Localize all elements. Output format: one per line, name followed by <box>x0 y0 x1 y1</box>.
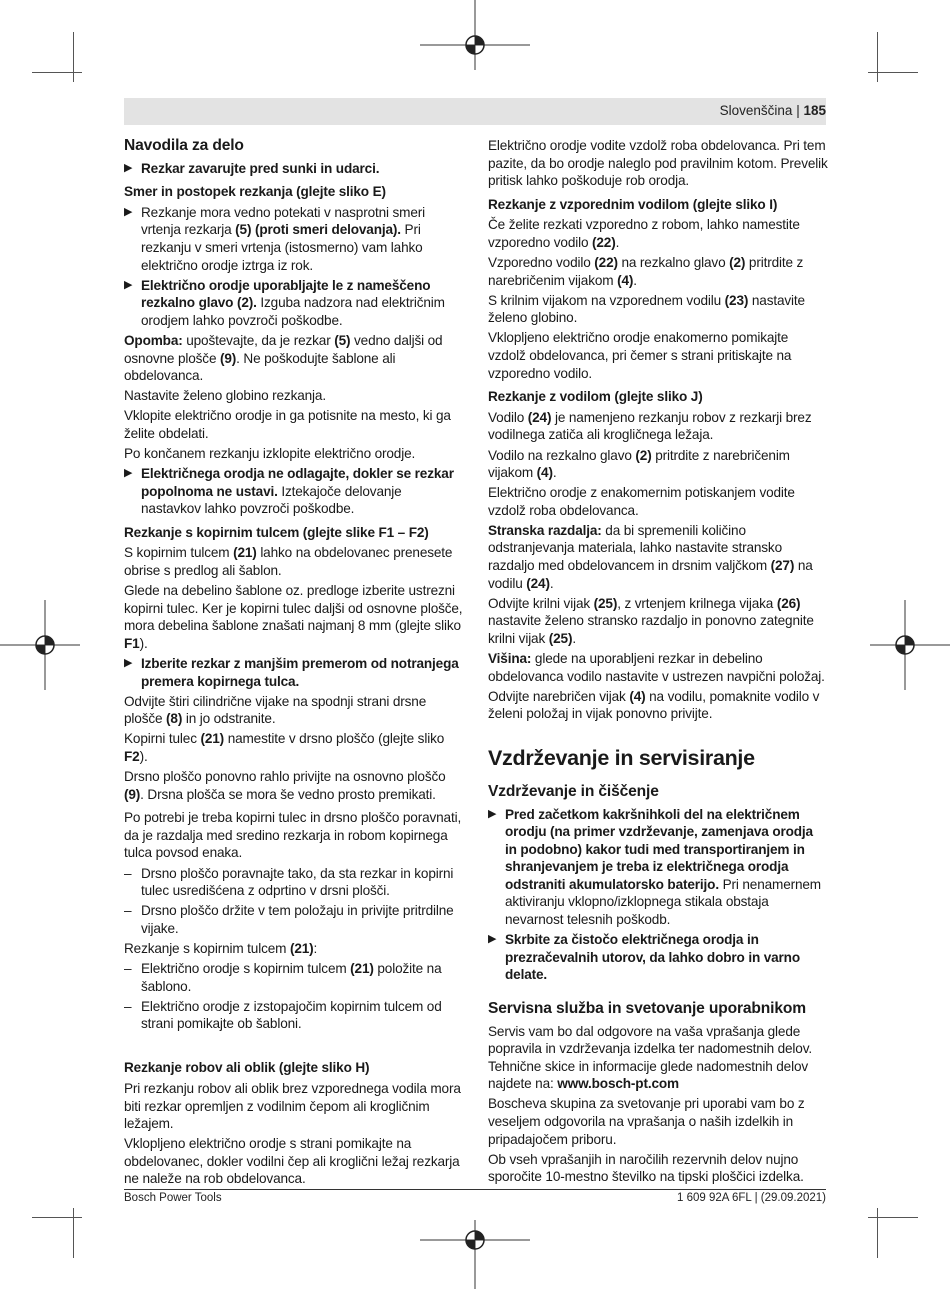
paragraph: Po končanem rezkanju izklopite električno orodje. <box>124 446 416 461</box>
paragraph: Odvijte narebričen vijak (4) na vodilu, pomaknite vodilo v želeni položaj in vijak ponovno privijte. <box>488 688 820 722</box>
paragraph: Vodilo (24) je namenjeno rezkanju robov z rezkarji brez vodilnega zatiča ali krogličnega ležaja. <box>488 409 812 443</box>
registration-mark-icon <box>420 1200 530 1289</box>
triangle-bullet-icon: ▶ <box>124 161 133 174</box>
dash-bullet-icon: – <box>124 961 132 977</box>
spacer <box>124 1035 464 1053</box>
paragraph: Po potrebi je treba kopirni tulec in drsno ploščo poravnati, da je razdalja med sredino rezkarja in robom kopirnega tulca povsod enaka. <box>124 810 462 861</box>
crop-mark <box>32 1217 82 1218</box>
paragraph: Vklopljeno električno orodje s strani pomikajte na obdelovanec, dokler vodilni čep ali kroglični ležaj rezkarja ne naleže na rob obdelovanca. <box>124 1136 460 1187</box>
paragraph: Drsno ploščo ponovno rahlo privijte na osnovno ploščo (9). Drsna plošča se mora še vedno prosto premikati. <box>124 769 446 802</box>
triangle-bullet-icon: ▶ <box>488 933 497 946</box>
crop-mark <box>868 1217 918 1218</box>
warning-item: ▶ Izberite rezkar z manjšim premerom od notranjega premera kopirnega tulca. <box>124 656 459 689</box>
warning-item: ▶ Pred začetkom kakršnihkoli del na električnem orodju (na primer vzdrževanje, zamenjava orodja in podobno) kakor tudi med transportiranjem in shranjevanjem je treba iz električnega orodja odstraniti akumulatorsko baterijo. Pri nenamernem aktiviranju vklopno/izklopnega stikala obstaja nevarnost telesnih poškodb. <box>488 806 821 928</box>
paragraph: Pri rezkanju robov ali oblik brez vzporednega vodila mora biti rezkar opremljen z vodilnim čepom ali krogličnim ležajem. <box>124 1081 461 1132</box>
dash-item: – Električno orodje s kopirnim tulcem (21) položite na šablono. <box>124 961 442 994</box>
dash-bullet-icon: – <box>124 998 132 1014</box>
paragraph: Servis vam bo dal odgovore na vaša vprašanja glede popravila in vzdrževanja izdelka ter nadomestnih delov. Tehnične skice in informacije glede nadomestnih delov najdete na: www.bosch-pt.com <box>488 1023 812 1092</box>
page-number: 185 <box>803 103 826 118</box>
paragraph: Stranska razdalja: da bi spremenili količino odstranjevanja materiala, lahko nastavite stransko razdaljo med obdelovancem in drsnim valjčkom (27) na vodilu (24). <box>488 522 813 591</box>
registration-mark-icon <box>420 0 530 90</box>
footer-right: 1 609 92A 6FL | (29.09.2021) <box>677 1192 826 1204</box>
right-column <box>488 137 828 1188</box>
chapter-heading: Vzdrževanje in servisiranje <box>488 745 755 770</box>
subsection-heading: Rezkanje robov ali oblik (glejte sliko H) <box>124 1060 370 1076</box>
warning-item: ▶ Rezkanje mora vedno potekati v nasprotni smeri vrtenja rezkarja (5) (proti smeri delovanja). Pri rezkanju v smeri vrtenja (istosmerno) vam lahko električno orodje iztrga iz rok. <box>124 204 425 273</box>
crop-mark <box>877 1208 878 1258</box>
crop-mark <box>73 32 74 82</box>
section-heading: Servisna služba in svetovanje uporabnikom <box>488 999 806 1017</box>
registration-mark-icon <box>860 600 950 690</box>
subsection-heading: Rezkanje z vodilom (glejte sliko J) <box>488 389 703 405</box>
paragraph: Odvijte štiri cilindrične vijake na spodnji strani drsne plošče (8) in jo odstranite. <box>124 693 427 727</box>
paragraph: Rezkanje s kopirnim tulcem (21): <box>124 940 318 956</box>
page-header <box>720 103 826 118</box>
registration-mark-icon <box>0 600 90 690</box>
paragraph: S kopirnim tulcem (21) lahko na obdelovanec prenesete obrise s predlog ali šablon. <box>124 545 453 579</box>
paragraph: Električno orodje vodite vzdolž roba obdelovanca. Pri tem pazite, da bo orodje naleglo pod pravilnim kotom. Prevelik pritisk lahko poškoduje rob orodja. <box>488 138 828 189</box>
crop-mark <box>868 72 918 73</box>
website-link[interactable]: www.bosch-pt.com <box>557 1076 679 1092</box>
subsection-heading: Smer in postopek rezkanja (glejte sliko E) <box>124 184 386 200</box>
paragraph: Ob vseh vprašanjih in naročilih rezervnih delov nujno sporočite 10-mestno številko na tipski ploščici izdelka. <box>488 1151 804 1185</box>
dash-item: – Električno orodje z izstopajočim kopirnim tulcem od strani pomikajte ob šabloni. <box>124 998 442 1032</box>
paragraph: Vklopljeno električno orodje enakomerno pomikajte vzdolž obdelovanca, pri čemer s strani pritiskajte na vzporedno vodilo. <box>488 330 792 381</box>
triangle-bullet-icon: ▶ <box>124 205 133 218</box>
paragraph: S krilnim vijakom na vzporednem vodilu (23) nastavite želeno globino. <box>488 292 805 326</box>
subsection-heading: Rezkanje s kopirnim tulcem (glejte slike F1 – F2) <box>124 524 429 540</box>
paragraph: Vzporedno vodilo (22) na rezkalno glavo (2) pritrdite z narebričenim vijakom (4). <box>488 255 804 288</box>
paragraph: Boscheva skupina za svetovanje pri uporabi vam bo z veseljem odgovorila na vprašanja o naših izdelkih in pripadajočem priboru. <box>488 1096 805 1147</box>
warning-item: ▶ Električno orodje uporabljajte le z nameščeno rezkalno glavo (2). Izguba nadzora nad električnim orodjem lahko povzroči poškodbe. <box>124 277 445 328</box>
triangle-bullet-icon: ▶ <box>488 807 497 820</box>
crop-mark <box>877 32 878 82</box>
subsection-heading: Rezkanje z vzporednim vodilom (glejte sliko I) <box>488 196 778 212</box>
crop-mark <box>73 1208 74 1258</box>
triangle-bullet-icon: ▶ <box>124 657 133 670</box>
paragraph: Kopirni tulec (21) namestite v drsno ploščo (glejte sliko F2). <box>124 731 445 764</box>
paragraph: Vklopite električno orodje in ga potisnite na mesto, ki ga želite obdelati. <box>124 408 451 441</box>
dash-item: – Drsno ploščo poravnajte tako, da sta rezkar in kopirni tulec usredišćena z odprtino v drsni plošči. <box>124 865 454 899</box>
warning-item: ▶ Električnega orodja ne odlagajte, dokler se rezkar popolnoma ne ustavi. Iztekajoče delovanje nastavkov lahko povzroči poškodbe. <box>124 466 454 517</box>
triangle-bullet-icon: ▶ <box>124 278 133 291</box>
paragraph: Vodilo na rezkalno glavo (2) pritrdite z narebričenim vijakom (4). <box>488 447 790 481</box>
header-separator: | <box>796 103 800 118</box>
section-heading: Vzdrževanje in čiščenje <box>488 782 659 800</box>
left-column <box>124 137 464 1191</box>
warning-item: ▶ Rezkar zavarujte pred sunki in udarci. <box>124 160 380 176</box>
paragraph: Glede na debelino šablone oz. predloge izberite ustrezni kopirni tulec. Ker je kopirni tulec daljši od osnovne plošče, mora debelina šablone znašati najmanj 8 mm (glejte sliko F1). <box>124 583 463 651</box>
paragraph: Električno orodje z enakomernim potiskanjem vodite vzdolž roba obdelovanca. <box>488 485 795 518</box>
paragraph: Višina: glede na uporabljeni rezkar in debelino obdelovanca vodilo nastavite v ustrezen navpični položaj. <box>488 651 825 684</box>
footer-left: Bosch Power Tools <box>124 1192 222 1204</box>
triangle-bullet-icon: ▶ <box>124 467 133 480</box>
paragraph: Nastavite želeno globino rezkanja. <box>124 388 326 404</box>
crop-mark <box>32 72 82 73</box>
header-language: Slovenščina <box>719 103 793 118</box>
paragraph: Opomba: upoštevajte, da je rezkar (5) vedno daljši od osnovne plošče (9). Ne poškodujte šablone ali obdelovanca. <box>124 332 443 384</box>
section-heading: Navodila za delo <box>124 137 244 154</box>
dash-bullet-icon: – <box>124 865 132 881</box>
dash-item: – Drsno ploščo držite v tem položaju in privijte pritrdilne vijake. <box>124 903 454 936</box>
warning-item: ▶ Skrbite za čistočo električnega orodja in prezračevalnih utorov, da lahko dobro in varno delate. <box>488 932 800 983</box>
paragraph: Odvijte krilni vijak (25), z vrtenjem krilnega vijaka (26) nastavite želeno stransko razdaljo in ponovno zategnite krilni vijak (25). <box>488 595 814 646</box>
footer-rule <box>124 1189 826 1190</box>
paragraph: Če želite rezkati vzporedno z robom, lahko namestite vzporedno vodilo (22). <box>488 217 800 250</box>
dash-bullet-icon: – <box>124 903 132 919</box>
